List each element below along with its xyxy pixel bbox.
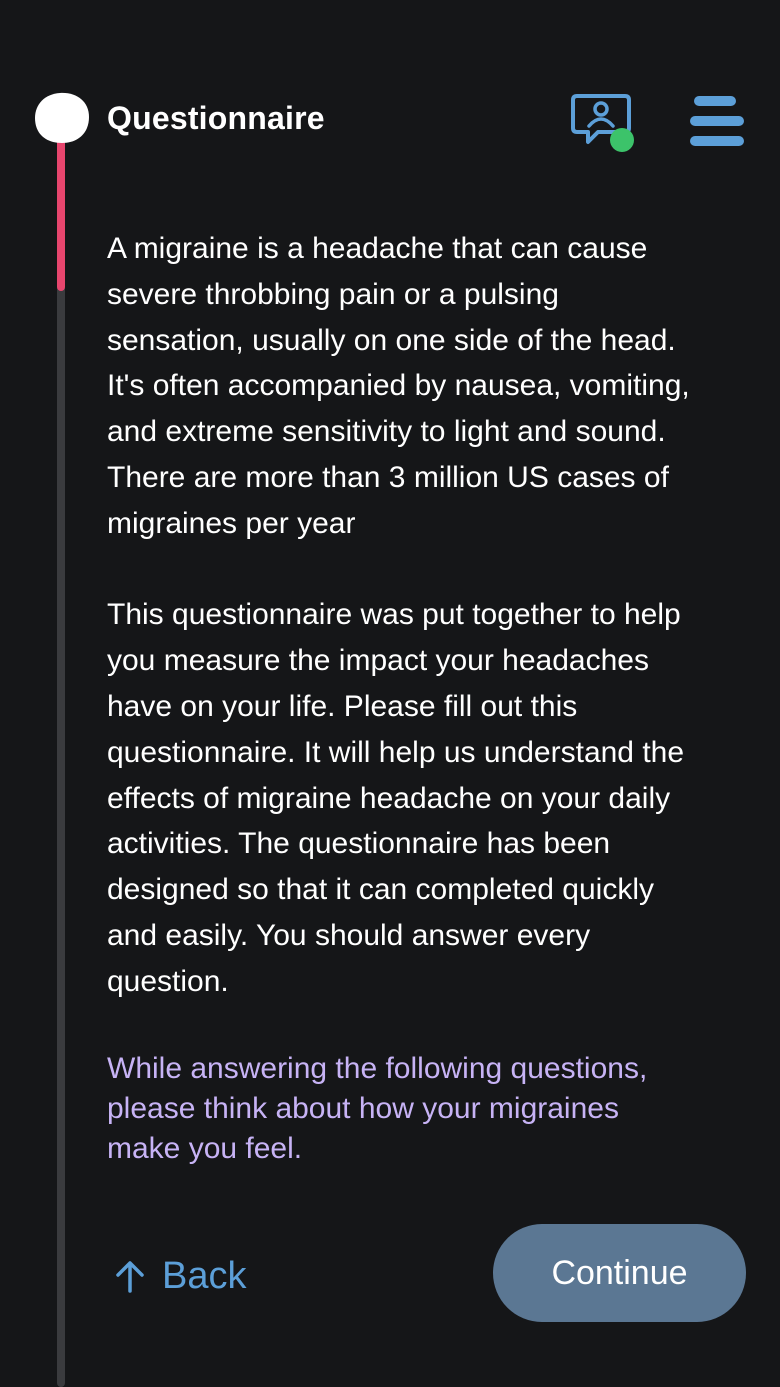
online-status-dot bbox=[610, 128, 634, 152]
continue-button[interactable]: Continue bbox=[493, 1224, 746, 1322]
menu-button[interactable] bbox=[688, 94, 746, 148]
progress-track bbox=[57, 120, 65, 1387]
intro-paragraph-questionnaire: This questionnaire was put together to help you measure the impact your headaches have on your life. Please fill out this questionnaire. It will help us understand the effects of migraine headache on your daily activities. The questionnaire has been designed so that it can completed quickly and easily. You should answer every question. bbox=[107, 598, 685, 998]
contact-support-button[interactable] bbox=[571, 92, 637, 154]
page-title: Questionnaire bbox=[107, 100, 325, 136]
arrow-up-icon bbox=[112, 1258, 148, 1294]
intro-paragraph-migraine: A migraine is a headache that can cause severe throbbing pain or a pulsing sensation, usually on one side of the head. It's often accompanied by nausea, vomiting, and extreme sensitivity to light and sound. There are more than 3 million US cases of migraines per year bbox=[107, 232, 690, 540]
back-button[interactable] bbox=[112, 1246, 246, 1306]
intro-content bbox=[107, 226, 757, 1169]
contact-support-icon bbox=[571, 92, 637, 154]
current-step-marker bbox=[34, 92, 90, 144]
hamburger-menu-icon bbox=[688, 94, 746, 148]
progress-fill bbox=[57, 120, 65, 291]
back-label: Back bbox=[162, 1254, 247, 1297]
instruction-note: While answering the following questions, please think about how your migraines make you feel. bbox=[107, 1051, 648, 1165]
